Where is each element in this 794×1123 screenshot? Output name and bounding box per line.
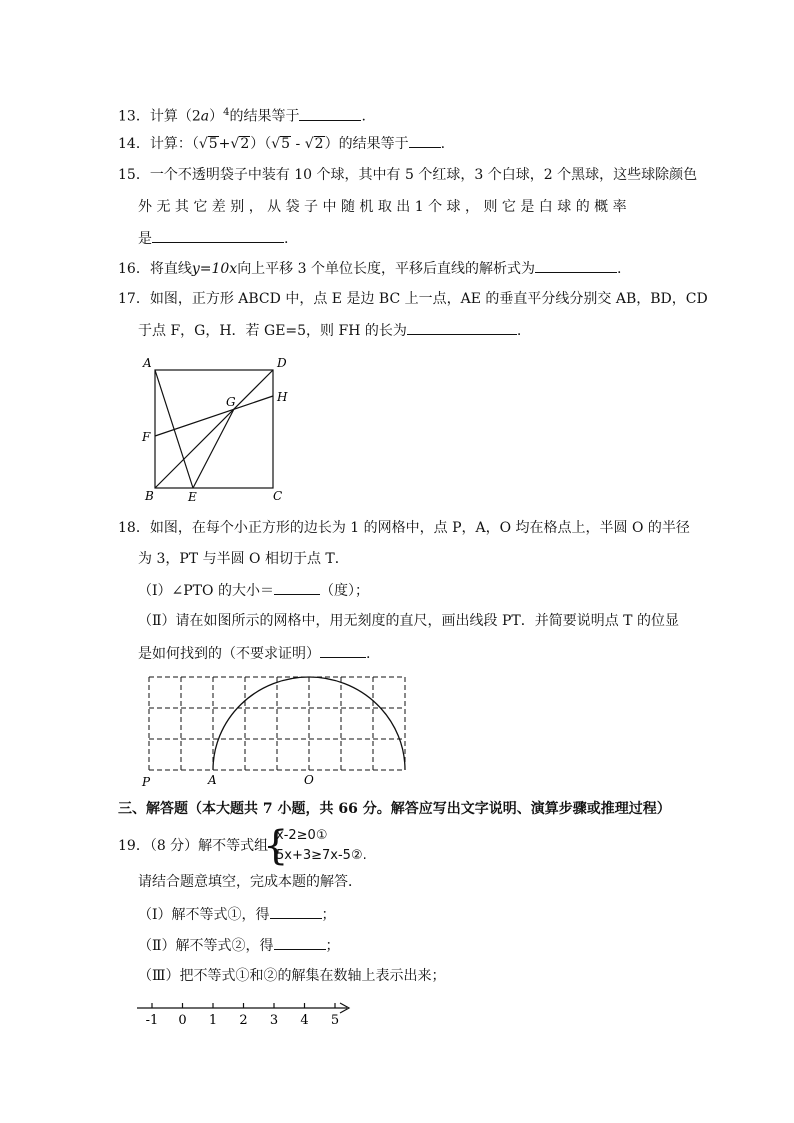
- label-a: A: [143, 356, 152, 370]
- inequality-1: x-2≥0①: [276, 828, 328, 843]
- question-15-line3: 是 .: [138, 228, 288, 249]
- question-18: 18．如图，在每个小正方形的边长为 1 的网格中，点 P，A，O 均在格点上，半圆 O 的半径: [118, 520, 690, 536]
- tick-label: 4: [300, 1013, 309, 1028]
- semicircle-o: [213, 677, 405, 770]
- label-f: F: [142, 430, 151, 444]
- label-b: B: [145, 489, 154, 503]
- label-o: O: [304, 773, 314, 787]
- section-3-heading: 三、解答题（本大题共 7 小题，共 66 分。解答应写出文字说明、演算步骤或推理过程）: [118, 801, 671, 817]
- tick-label: 5: [330, 1013, 340, 1028]
- question-15: 15．一个不透明袋子中装有 10 个球，其中有 5 个红球，3 个白球，2 个黑球，这些球除颜色: [118, 167, 698, 183]
- tick-label: 2: [239, 1013, 248, 1028]
- answer-blank[interactable]: [270, 904, 322, 919]
- segment-fh: [155, 396, 273, 436]
- number-line-ticks: [146, 1003, 339, 1028]
- number-line: [135, 998, 360, 1032]
- question-19: 19．（8 分）解不等式组: [118, 838, 269, 854]
- answer-blank[interactable]: [152, 228, 284, 243]
- grid-semicircle-figure: [140, 672, 415, 792]
- answer-blank[interactable]: [407, 320, 517, 335]
- question-19-intro: 请结合题意填空，完成本题的解答．: [138, 874, 362, 890]
- dashed-grid: [149, 677, 405, 770]
- question-18-part2-line2: 是如何找到的（不要求证明） .: [138, 643, 370, 664]
- question-17: 17．如图，正方形 ABCD 中，点 E 是边 BC 上一点，AE 的垂直平分线分别交 AB，BD，CD: [118, 291, 708, 307]
- label-h: H: [277, 390, 288, 404]
- answer-blank[interactable]: [535, 258, 617, 273]
- label-e: E: [188, 490, 197, 504]
- question-17-line2: 于点 F，G，H．若 GE=5，则 FH 的长为 .: [138, 320, 521, 341]
- answer-blank[interactable]: [274, 935, 326, 950]
- label-a: A: [208, 773, 217, 787]
- question-14: 14．计算：（√5+√2）（√5 - √2）的结果等于 .: [118, 133, 445, 154]
- label-g: G: [226, 395, 236, 409]
- answer-blank[interactable]: [409, 133, 441, 148]
- question-16: 16．将直线y=10x向上平移 3 个单位长度，平移后直线的解析式为 .: [118, 258, 621, 279]
- q13-number: 13．: [118, 108, 150, 125]
- inequality-2: 5x+3≥7x-5②.: [276, 848, 367, 863]
- diagonal-bd: [155, 370, 273, 488]
- answer-blank[interactable]: [299, 106, 361, 121]
- question-19-part3: （Ⅲ）把不等式①和②的解集在数轴上表示出来；: [138, 968, 446, 984]
- question-18-part2: （Ⅱ）请在如图所示的网格中，用无刻度的直尺，画出线段 PT．并简要说明点 T 的位显: [138, 613, 679, 629]
- question-18-line2: 为 3，PT 与半圆 O 相切于点 T．: [138, 551, 349, 567]
- label-p: P: [142, 775, 151, 789]
- tick-label: -1: [145, 1013, 159, 1028]
- square-figure: [130, 352, 310, 507]
- answer-blank[interactable]: [274, 580, 320, 595]
- answer-blank[interactable]: [320, 643, 366, 658]
- question-19-part2: （Ⅱ）解不等式②，得 ；: [138, 935, 340, 956]
- question-19-part1: （Ⅰ）解不等式①，得 ；: [138, 904, 336, 925]
- label-c: C: [273, 489, 283, 503]
- system-brace: {: [263, 823, 289, 869]
- tick-label: 3: [269, 1013, 279, 1028]
- label-d: D: [277, 356, 287, 370]
- question-13: 13．计算$(2a)^4$的结果等于 .: [118, 107, 366, 125]
- tick-label: 0: [178, 1013, 187, 1028]
- question-15-line2: 外 无 其 它 差 别 ， 从 袋 子 中 随 机 取 出 1 个 球 ， 则 它 是 白 球 的 概 率: [138, 199, 627, 215]
- question-18-part1: （Ⅰ）∠PTO 的大小＝ （度）；: [138, 580, 369, 601]
- tick-label: 1: [208, 1013, 218, 1028]
